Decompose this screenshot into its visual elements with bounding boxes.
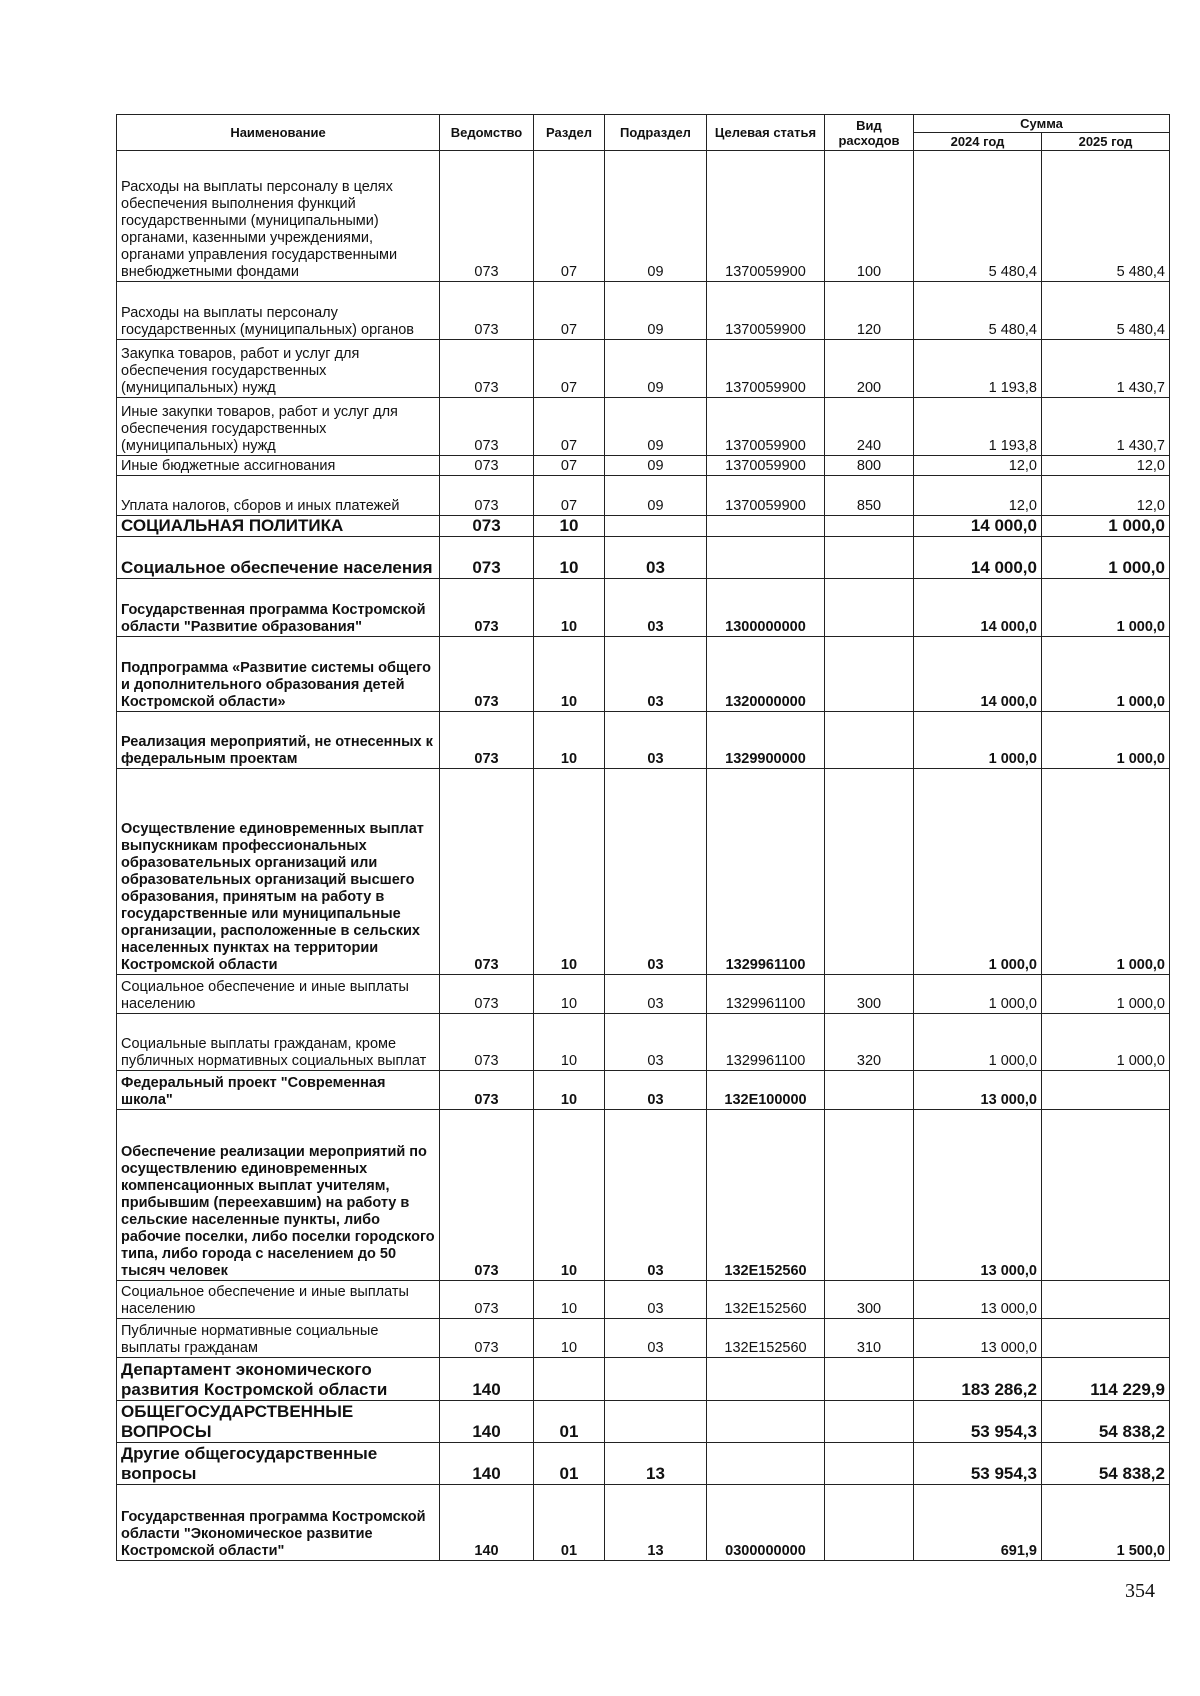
cell-vid: 200	[825, 340, 914, 398]
cell-vid	[825, 1110, 914, 1281]
table-row	[117, 1485, 1170, 1561]
table-row	[117, 769, 1170, 975]
cell-2025: 54 838,2	[1042, 1401, 1170, 1443]
cell-2025: 1 000,0	[1042, 1014, 1170, 1071]
cell-vid	[825, 1358, 914, 1401]
cell-vid: 300	[825, 1281, 914, 1319]
cell-vid: 240	[825, 398, 914, 456]
cell-razdel: 01	[534, 1401, 605, 1443]
cell-vid: 120	[825, 282, 914, 340]
cell-2024: 12,0	[914, 456, 1042, 476]
table-row	[117, 1443, 1170, 1485]
cell-2024: 5 480,4	[914, 282, 1042, 340]
cell-2024: 53 954,3	[914, 1443, 1042, 1485]
cell-vedomstvo: 073	[440, 975, 534, 1014]
table-row	[117, 1401, 1170, 1443]
col-vid-header: Вид расходов	[825, 115, 914, 151]
cell-2025: 54 838,2	[1042, 1443, 1170, 1485]
cell-razdel: 10	[534, 537, 605, 579]
cell-vid: 300	[825, 975, 914, 1014]
cell-2025	[1042, 1319, 1170, 1358]
cell-name: Осуществление единовременных выплат выпускникам профессиональных образовательных организаций или образовательных организаций высшего образования, принятым на работу в государственные или муниципальные организации, расположенные в сельских населенных пунктах на территории Костромской области	[117, 769, 440, 975]
cell-name: Публичные нормативные социальные выплаты гражданам	[117, 1319, 440, 1358]
cell-celevaya	[707, 537, 825, 579]
cell-2024: 1 000,0	[914, 712, 1042, 769]
cell-celevaya	[707, 1401, 825, 1443]
cell-vedomstvo: 073	[440, 476, 534, 516]
cell-vid	[825, 769, 914, 975]
cell-name: Социальное обеспечение населения	[117, 537, 440, 579]
cell-2025: 1 000,0	[1042, 637, 1170, 712]
col-razdel-header: Раздел	[534, 115, 605, 151]
cell-celevaya: 1370059900	[707, 340, 825, 398]
cell-2025: 1 000,0	[1042, 975, 1170, 1014]
table-row	[117, 1071, 1170, 1110]
cell-razdel: 10	[534, 975, 605, 1014]
cell-2024: 14 000,0	[914, 516, 1042, 537]
cell-vedomstvo: 073	[440, 579, 534, 637]
budget-table	[116, 114, 1170, 1561]
cell-2025	[1042, 1281, 1170, 1319]
table-row	[117, 637, 1170, 712]
table-row	[117, 398, 1170, 456]
header-row-top	[117, 115, 1170, 133]
cell-celevaya: 132E152560	[707, 1281, 825, 1319]
cell-podrazdel	[605, 1358, 707, 1401]
cell-vedomstvo: 140	[440, 1485, 534, 1561]
table-row	[117, 1319, 1170, 1358]
cell-2025: 12,0	[1042, 456, 1170, 476]
cell-razdel: 07	[534, 456, 605, 476]
cell-vid: 100	[825, 151, 914, 282]
cell-podrazdel: 03	[605, 1110, 707, 1281]
cell-2025: 1 000,0	[1042, 516, 1170, 537]
cell-podrazdel	[605, 516, 707, 537]
table-row	[117, 1358, 1170, 1401]
cell-celevaya	[707, 1358, 825, 1401]
cell-vedomstvo: 073	[440, 340, 534, 398]
cell-celevaya: 1329961100	[707, 769, 825, 975]
cell-podrazdel: 03	[605, 769, 707, 975]
cell-name: Иные закупки товаров, работ и услуг для обеспечения государственных (муниципальных) нужд	[117, 398, 440, 456]
cell-name: Расходы на выплаты персоналу государственных (муниципальных) органов	[117, 282, 440, 340]
col-2025-header: 2025 год	[1042, 133, 1170, 151]
cell-2024: 1 000,0	[914, 1014, 1042, 1071]
cell-podrazdel	[605, 1401, 707, 1443]
cell-2025: 1 430,7	[1042, 398, 1170, 456]
cell-2024: 13 000,0	[914, 1319, 1042, 1358]
cell-podrazdel: 09	[605, 282, 707, 340]
cell-vedomstvo: 073	[440, 1110, 534, 1281]
cell-name: Реализация мероприятий, не отнесенных к федеральным проектам	[117, 712, 440, 769]
cell-vedomstvo: 073	[440, 637, 534, 712]
cell-name: Расходы на выплаты персоналу в целях обеспечения выполнения функций государственными (муниципальными) органами, казенными учреждениями, органами управления государственными внебюджетными фондами	[117, 151, 440, 282]
cell-2025: 12,0	[1042, 476, 1170, 516]
cell-2025: 5 480,4	[1042, 282, 1170, 340]
cell-razdel: 10	[534, 579, 605, 637]
cell-2025: 1 000,0	[1042, 769, 1170, 975]
cell-vid	[825, 537, 914, 579]
cell-vedomstvo: 073	[440, 537, 534, 579]
cell-celevaya: 132E100000	[707, 1071, 825, 1110]
cell-name: Другие общегосударственные вопросы	[117, 1443, 440, 1485]
cell-vid	[825, 1401, 914, 1443]
cell-podrazdel: 03	[605, 637, 707, 712]
cell-podrazdel: 03	[605, 1014, 707, 1071]
cell-celevaya: 1370059900	[707, 151, 825, 282]
table-body	[117, 151, 1170, 1561]
cell-vedomstvo: 073	[440, 769, 534, 975]
cell-vid: 320	[825, 1014, 914, 1071]
cell-name: Закупка товаров, работ и услуг для обеспечения государственных (муниципальных) нужд	[117, 340, 440, 398]
table-row	[117, 340, 1170, 398]
cell-razdel: 10	[534, 1014, 605, 1071]
col-summa-header: Сумма	[914, 115, 1170, 133]
table-row	[117, 516, 1170, 537]
cell-2024: 14 000,0	[914, 579, 1042, 637]
cell-name: ОБЩЕГОСУДАРСТВЕННЫЕ ВОПРОСЫ	[117, 1401, 440, 1443]
cell-name: Государственная программа Костромской области "Экономическое развитие Костромской области"	[117, 1485, 440, 1561]
cell-podrazdel: 09	[605, 456, 707, 476]
cell-razdel: 07	[534, 476, 605, 516]
cell-podrazdel: 03	[605, 1071, 707, 1110]
cell-vid: 850	[825, 476, 914, 516]
page-number: 354	[1125, 1580, 1155, 1602]
cell-razdel: 10	[534, 1110, 605, 1281]
cell-celevaya: 132E152560	[707, 1319, 825, 1358]
cell-vedomstvo: 073	[440, 151, 534, 282]
cell-vid	[825, 712, 914, 769]
cell-razdel: 10	[534, 1071, 605, 1110]
cell-razdel: 01	[534, 1485, 605, 1561]
table-row	[117, 975, 1170, 1014]
cell-vedomstvo: 073	[440, 1071, 534, 1110]
cell-2025: 1 000,0	[1042, 537, 1170, 579]
cell-celevaya: 1320000000	[707, 637, 825, 712]
col-name-header: Наименование	[117, 115, 440, 151]
cell-2025: 5 480,4	[1042, 151, 1170, 282]
cell-vid: 800	[825, 456, 914, 476]
col-vedomstvo-header: Ведомство	[440, 115, 534, 151]
cell-2024: 12,0	[914, 476, 1042, 516]
col-2024-header: 2024 год	[914, 133, 1042, 151]
cell-celevaya: 1370059900	[707, 398, 825, 456]
table-row	[117, 712, 1170, 769]
cell-2024: 13 000,0	[914, 1071, 1042, 1110]
cell-2024: 1 000,0	[914, 975, 1042, 1014]
cell-2025: 1 000,0	[1042, 712, 1170, 769]
cell-celevaya: 132E152560	[707, 1110, 825, 1281]
cell-name: Департамент экономического развития Костромской области	[117, 1358, 440, 1401]
cell-razdel: 10	[534, 1319, 605, 1358]
table-row	[117, 151, 1170, 282]
cell-podrazdel: 03	[605, 712, 707, 769]
cell-vid	[825, 516, 914, 537]
cell-vid	[825, 1071, 914, 1110]
cell-vedomstvo: 140	[440, 1443, 534, 1485]
cell-2024: 1 000,0	[914, 769, 1042, 975]
cell-2024: 691,9	[914, 1485, 1042, 1561]
cell-podrazdel: 03	[605, 1281, 707, 1319]
cell-vedomstvo: 073	[440, 398, 534, 456]
cell-2024: 1 193,8	[914, 340, 1042, 398]
cell-celevaya: 1370059900	[707, 282, 825, 340]
cell-razdel: 10	[534, 516, 605, 537]
cell-podrazdel: 03	[605, 1319, 707, 1358]
cell-vedomstvo: 073	[440, 1281, 534, 1319]
cell-celevaya: 1329961100	[707, 975, 825, 1014]
cell-name: Социальное обеспечение и иные выплаты населению	[117, 975, 440, 1014]
cell-vid	[825, 637, 914, 712]
cell-2024: 13 000,0	[914, 1281, 1042, 1319]
cell-name: Социальное обеспечение и иные выплаты населению	[117, 1281, 440, 1319]
cell-2025: 1 500,0	[1042, 1485, 1170, 1561]
cell-razdel: 07	[534, 340, 605, 398]
cell-podrazdel: 03	[605, 975, 707, 1014]
table-row	[117, 579, 1170, 637]
table-row	[117, 1014, 1170, 1071]
cell-name: Социальные выплаты гражданам, кроме публичных нормативных социальных выплат	[117, 1014, 440, 1071]
cell-podrazdel: 03	[605, 579, 707, 637]
cell-razdel	[534, 1358, 605, 1401]
cell-name: Уплата налогов, сборов и иных платежей	[117, 476, 440, 516]
cell-vedomstvo: 073	[440, 712, 534, 769]
cell-name: Федеральный проект "Современная школа"	[117, 1071, 440, 1110]
cell-razdel: 01	[534, 1443, 605, 1485]
cell-razdel: 10	[534, 1281, 605, 1319]
cell-vedomstvo: 073	[440, 1014, 534, 1071]
cell-podrazdel: 13	[605, 1443, 707, 1485]
cell-podrazdel: 09	[605, 398, 707, 456]
cell-podrazdel: 03	[605, 537, 707, 579]
cell-2025	[1042, 1071, 1170, 1110]
cell-2024: 183 286,2	[914, 1358, 1042, 1401]
table-row	[117, 456, 1170, 476]
cell-razdel: 07	[534, 282, 605, 340]
cell-razdel: 07	[534, 398, 605, 456]
cell-2024: 14 000,0	[914, 637, 1042, 712]
cell-vedomstvo: 140	[440, 1401, 534, 1443]
cell-name: Подпрограмма «Развитие системы общего и дополнительного образования детей Костромской области»	[117, 637, 440, 712]
cell-vedomstvo: 073	[440, 516, 534, 537]
cell-razdel: 10	[534, 637, 605, 712]
cell-celevaya: 0300000000	[707, 1485, 825, 1561]
cell-vedomstvo: 140	[440, 1358, 534, 1401]
cell-2024: 53 954,3	[914, 1401, 1042, 1443]
cell-razdel: 07	[534, 151, 605, 282]
cell-vedomstvo: 073	[440, 282, 534, 340]
cell-name: Государственная программа Костромской области "Развитие образования"	[117, 579, 440, 637]
cell-2024: 1 193,8	[914, 398, 1042, 456]
cell-vid: 310	[825, 1319, 914, 1358]
cell-2025: 1 000,0	[1042, 579, 1170, 637]
cell-2024: 14 000,0	[914, 537, 1042, 579]
cell-celevaya: 1300000000	[707, 579, 825, 637]
cell-podrazdel: 09	[605, 340, 707, 398]
cell-celevaya	[707, 516, 825, 537]
cell-vedomstvo: 073	[440, 456, 534, 476]
table-row	[117, 1110, 1170, 1281]
col-podrazdel-header: Подраздел	[605, 115, 707, 151]
cell-2025: 114 229,9	[1042, 1358, 1170, 1401]
cell-name: Иные бюджетные ассигнования	[117, 456, 440, 476]
cell-celevaya: 1370059900	[707, 476, 825, 516]
cell-celevaya	[707, 1443, 825, 1485]
cell-razdel: 10	[534, 712, 605, 769]
cell-vedomstvo: 073	[440, 1319, 534, 1358]
cell-name: СОЦИАЛЬНАЯ ПОЛИТИКА	[117, 516, 440, 537]
cell-2025	[1042, 1110, 1170, 1281]
cell-2025: 1 430,7	[1042, 340, 1170, 398]
cell-2024: 13 000,0	[914, 1110, 1042, 1281]
cell-name: Обеспечение реализации мероприятий по осуществлению единовременных компенсационных выплат учителям, прибывшим (переехавшим) на работу в сельские населенные пункты, либо рабочие поселки, либо поселки городского типа, либо города с населением до 50 тысяч человек	[117, 1110, 440, 1281]
table-row	[117, 476, 1170, 516]
cell-podrazdel: 09	[605, 476, 707, 516]
table-row	[117, 282, 1170, 340]
col-celevaya-header: Целевая статья	[707, 115, 825, 151]
cell-podrazdel: 13	[605, 1485, 707, 1561]
table-row	[117, 537, 1170, 579]
cell-podrazdel: 09	[605, 151, 707, 282]
cell-vid	[825, 579, 914, 637]
cell-celevaya: 1370059900	[707, 456, 825, 476]
cell-2024: 5 480,4	[914, 151, 1042, 282]
table-row	[117, 1281, 1170, 1319]
cell-vid	[825, 1443, 914, 1485]
cell-celevaya: 1329900000	[707, 712, 825, 769]
cell-celevaya: 1329961100	[707, 1014, 825, 1071]
cell-vid	[825, 1485, 914, 1561]
cell-razdel: 10	[534, 769, 605, 975]
